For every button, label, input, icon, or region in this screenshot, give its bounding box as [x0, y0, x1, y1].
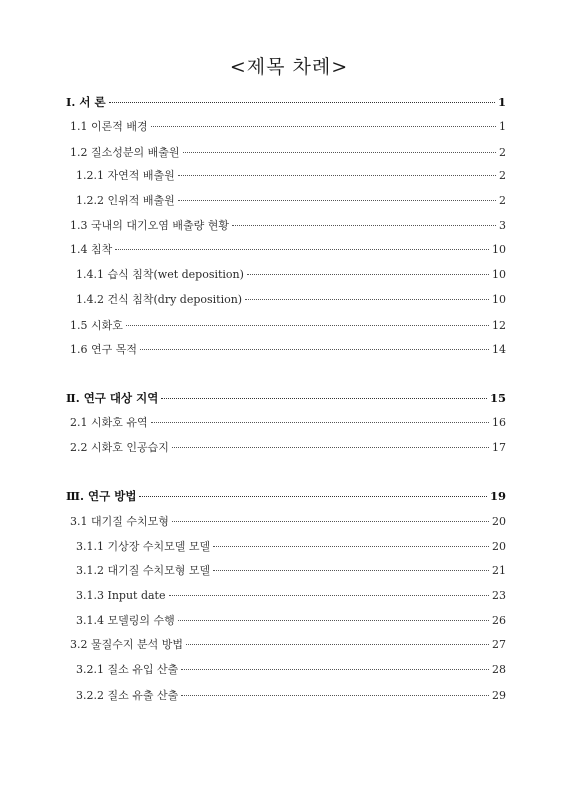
toc-dot-leader	[169, 594, 490, 596]
toc-entry	[70, 415, 506, 431]
toc-entry-page: 23	[492, 589, 506, 602]
toc-dot-leader	[178, 199, 496, 201]
toc-entry-label: 1.4.1 습식 침착(wet deposition)	[76, 268, 244, 281]
toc-entry-label: 3.1.2 대기질 수치모형 모델	[76, 564, 211, 577]
toc-entry	[76, 292, 506, 308]
toc-entry	[76, 168, 506, 184]
toc-dot-leader	[247, 273, 489, 275]
toc-entry	[76, 613, 506, 629]
toc-entry-page: 15	[489, 391, 506, 405]
toc-dot-leader	[232, 224, 496, 226]
toc-entry-label: 1.6 연구 목적	[70, 343, 137, 356]
toc-entry	[66, 488, 506, 504]
toc-entry	[70, 318, 506, 334]
toc-dot-leader	[213, 569, 489, 571]
toc-entry-label: 3.1.1 기상장 수치모델 모델	[76, 540, 211, 553]
toc-entry-page: 20	[492, 540, 506, 553]
toc-entry-label: 3.1.3 Input date	[76, 589, 166, 602]
toc-entry-page: 29	[492, 689, 506, 702]
toc-entry-label: 1.2.2 인위적 배출원	[76, 194, 175, 207]
toc-dot-leader	[186, 643, 489, 645]
toc-entry-page: 10	[492, 293, 506, 306]
page-title: <제목 차례>	[229, 56, 349, 78]
toc-entry-label: 3.2.1 질소 유입 산출	[76, 663, 179, 676]
toc-entry-label: 3.1 대기질 수치모형	[70, 515, 169, 528]
toc-entry-label: 2.1 시화호 유역	[70, 416, 148, 429]
toc-entry-page: 19	[489, 489, 506, 503]
toc-dot-leader	[172, 520, 489, 522]
toc-entry	[70, 218, 506, 234]
toc-dot-leader	[151, 125, 496, 127]
toc-dot-leader	[178, 619, 489, 621]
toc-dot-leader	[183, 151, 497, 153]
toc-entry	[76, 662, 506, 678]
toc-entry	[66, 94, 506, 110]
toc-entry-page: 3	[499, 219, 506, 232]
toc-entry-page: 10	[492, 268, 506, 281]
toc-entry	[76, 588, 506, 604]
toc-dot-leader	[181, 694, 489, 696]
toc-entry-page: 12	[492, 319, 506, 332]
toc-entry-label: 1.4 침착	[70, 243, 113, 256]
toc-entry	[76, 563, 506, 579]
toc-entry-label: 1.5 시화호	[70, 319, 123, 332]
toc-entry-page: 27	[492, 638, 506, 651]
toc-dot-leader	[213, 545, 489, 547]
toc-entry-label: 1.1 이론적 배경	[70, 120, 148, 133]
toc-entry	[70, 145, 506, 161]
toc-dot-leader	[109, 101, 495, 103]
toc-entry-page: 10	[492, 243, 506, 256]
toc-entry-page: 28	[492, 663, 506, 676]
toc-entry	[66, 390, 506, 406]
toc-entry	[76, 193, 506, 209]
toc-entry-page: 17	[492, 441, 506, 454]
toc-entry	[70, 514, 506, 530]
toc-entry-label: Ⅲ. 연구 방법	[66, 489, 137, 503]
toc-entry	[76, 267, 506, 283]
toc-entry	[70, 440, 506, 456]
toc-entry	[76, 539, 506, 555]
toc-entry-label: 1.2 질소성분의 배출원	[70, 146, 180, 159]
toc-dot-leader	[126, 324, 489, 326]
toc-entry-page: 2	[499, 146, 506, 159]
toc-entry-label: Ⅱ. 연구 대상 지역	[66, 391, 159, 405]
toc-entry-label: Ⅰ. 서 론	[66, 95, 106, 109]
toc-entry-label: 3.2.2 질소 유출 산출	[76, 689, 179, 702]
toc-entry-page: 1	[497, 95, 506, 109]
toc-entry	[70, 342, 506, 358]
toc-entry	[70, 119, 506, 135]
toc-dot-leader	[178, 174, 496, 176]
toc-dot-leader	[140, 348, 489, 350]
toc-entry	[70, 637, 506, 653]
toc-entry-page: 20	[492, 515, 506, 528]
toc-entry-page: 21	[492, 564, 506, 577]
toc-entry	[70, 242, 506, 258]
toc-entry-label: 3.2 물질수지 분석 방법	[70, 638, 183, 651]
toc-dot-leader	[172, 446, 489, 448]
toc-entry-page: 2	[499, 169, 506, 182]
toc-entry-label: 1.4.2 건식 침착(dry deposition)	[76, 293, 243, 306]
toc-entry-label: 2.2 시화호 인공습지	[70, 441, 169, 454]
toc-entry	[76, 688, 506, 704]
toc-entry-page: 26	[492, 614, 506, 627]
toc-dot-leader	[151, 421, 489, 423]
toc-dot-leader	[161, 397, 487, 399]
toc-entry-page: 1	[499, 120, 506, 133]
toc-entry-page: 16	[492, 416, 506, 429]
toc-entry-label: 1.3 국내의 대기오염 배출량 현황	[70, 219, 229, 232]
toc-dot-leader	[115, 248, 489, 250]
toc-dot-leader	[245, 298, 489, 300]
toc-dot-leader	[139, 495, 487, 497]
toc-dot-leader	[181, 668, 489, 670]
toc-entry-label: 1.2.1 자연적 배출원	[76, 169, 175, 182]
toc-entry-page: 14	[492, 343, 506, 356]
toc-entry-page: 2	[499, 194, 506, 207]
toc-entry-label: 3.1.4 모델링의 수행	[76, 614, 175, 627]
